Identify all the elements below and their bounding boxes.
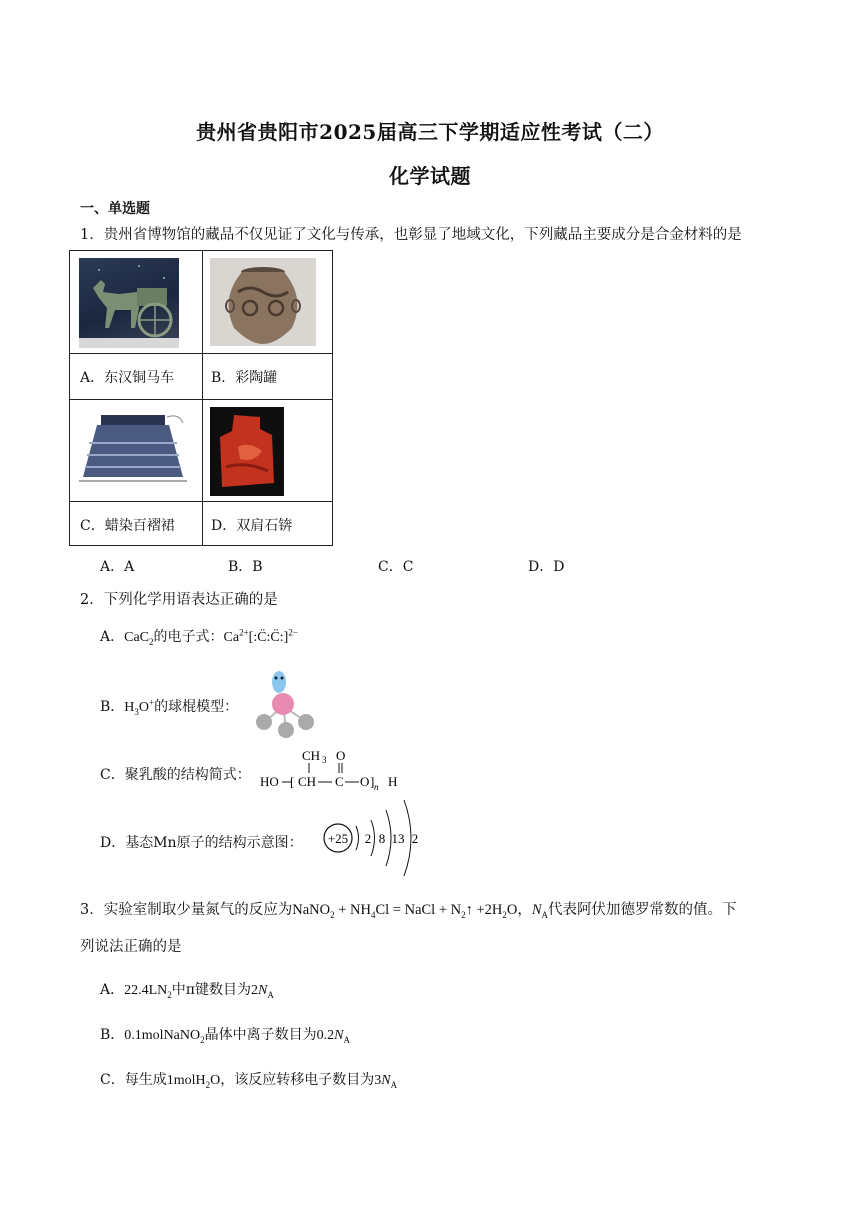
svg-text:C: C — [335, 774, 344, 789]
svg-text:3: 3 — [322, 755, 327, 765]
artifact-label-c: C．蜡染百褶裙 — [80, 518, 175, 534]
q1-option-c[interactable]: C．C — [378, 559, 414, 575]
painted-pottery-jar-image — [210, 258, 316, 346]
q2-option-a[interactable]: A．CaC$_2$的电子式：$Ca^{2+}[:C̈:C̈:]^{2-}$ — [100, 627, 298, 647]
q2-option-b[interactable]: B．$H_3O^+$的球棍模型： — [100, 697, 239, 717]
subject-title: 化学试题 — [389, 164, 471, 188]
artifact-table — [69, 250, 333, 546]
q2-option-c[interactable]: C．聚乳酸的结构简式： — [100, 767, 251, 783]
svg-text:]: ] — [370, 774, 375, 789]
svg-text:n: n — [374, 782, 379, 792]
svg-text:2: 2 — [411, 831, 419, 846]
q3-option-a[interactable]: A．$22.4LN_2$中π键数目为$2N_A$ — [100, 982, 274, 1000]
artifact-label-b: B．彩陶罐 — [211, 370, 278, 386]
svg-text:[: [ — [290, 774, 295, 789]
mn-atom-structure-diagram — [318, 796, 428, 880]
q1-option-d[interactable]: D．D — [528, 559, 565, 575]
svg-text:8: 8 — [378, 831, 386, 846]
q3-option-b[interactable]: B．0.1molNaNO$_2$晶体中离子数目为$0.2N_A$ — [100, 1027, 350, 1045]
exam-title: 贵州省贵阳市2025届高三下学期适应性考试（二） — [196, 120, 664, 144]
h3o-ball-stick-model — [250, 666, 320, 742]
svg-text:CH: CH — [302, 748, 321, 763]
svg-text:O: O — [360, 774, 370, 789]
svg-text:2: 2 — [364, 831, 372, 846]
svg-text:CH: CH — [298, 774, 317, 789]
q2-option-d[interactable]: D．基态Mn原子的结构示意图： — [100, 835, 303, 851]
svg-text:HO: HO — [260, 774, 279, 789]
section-heading: 一、单选题 — [80, 201, 150, 217]
q1-option-a[interactable]: A．A — [100, 559, 135, 575]
question-1-stem: 1．贵州省博物馆的藏品不仅见证了文化与传承，也彰显了地域文化，下列藏品主要成分是合金材料的是 — [80, 227, 742, 243]
question-3-stem-line2: 列说法正确的是 — [80, 939, 182, 955]
batik-pleated-skirt-image — [79, 413, 187, 485]
q3-option-c[interactable]: C．每生成1molH$_2$O，该反应转移电子数目为$3N_A$ — [100, 1072, 398, 1090]
double-shoulder-stone-adze-image — [210, 407, 284, 496]
svg-text:H: H — [388, 774, 398, 789]
artifact-label-d: D．双肩石锛 — [211, 518, 293, 534]
artifact-label-a: A．东汉铜马车 — [80, 370, 175, 386]
polylactic-acid-structure — [256, 746, 406, 794]
bronze-horse-carriage-image — [79, 258, 179, 348]
question-2-stem: 2．下列化学用语表达正确的是 — [80, 592, 278, 608]
svg-text:+25: +25 — [327, 831, 349, 846]
q1-option-b[interactable]: B．B — [228, 559, 263, 575]
question-3-stem: 3．实验室制取少量氮气的反应为NaNO$_2$ + $NH_4Cl$ = NaCl + $N_2↑ +2H_2O$，$N_A$代表阿伏加德罗常数的值。下 — [80, 902, 737, 920]
svg-text:O: O — [336, 748, 346, 763]
svg-text:13: 13 — [391, 831, 405, 846]
